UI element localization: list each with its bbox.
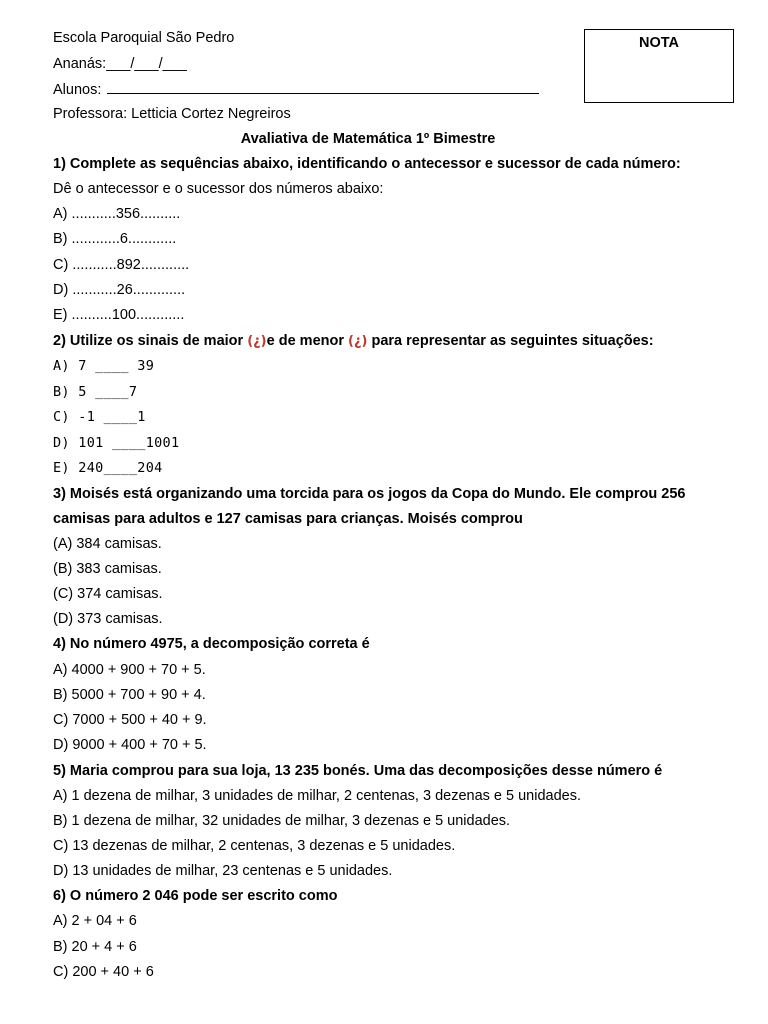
q6-prompt: 6) O número 2 046 pode ser escrito como <box>53 888 338 904</box>
q1-prompt: 1) Complete as sequências abaixo, identificando o antecessor e sucessor de cada número: <box>53 156 681 172</box>
q5-option: C) 13 dezenas de milhar, 2 centenas, 3 dezenas e 5 unidades. <box>53 838 456 854</box>
less-than-symbol: (¿) <box>348 334 368 349</box>
q5-option: A) 1 dezena de milhar, 3 unidades de milhar, 2 centenas, 3 dezenas e 5 unidades. <box>53 788 581 804</box>
q2-item: C) -1 ____1 <box>53 409 146 425</box>
q1-item: B) ............6............ <box>53 231 177 247</box>
q5-option: B) 1 dezena de milhar, 32 unidades de milhar, 3 dezenas e 5 unidades. <box>53 813 511 829</box>
q4-option: D) 9000 + 400 + 70 + 5. <box>53 737 207 753</box>
school-name: Escola Paroquial São Pedro <box>53 30 235 46</box>
q4-option: C) 7000 + 500 + 40 + 9. <box>53 712 207 728</box>
q1-item: C) ...........892............ <box>53 257 190 273</box>
grade-box <box>584 29 734 103</box>
grade-label: NOTA <box>638 35 679 51</box>
q1-item: E) ..........100............ <box>53 307 185 323</box>
greater-than-symbol: (¿) <box>247 334 267 349</box>
q3-option: (D) 373 camisas. <box>53 611 163 627</box>
q3-option: (A) 384 camisas. <box>53 536 162 552</box>
q4-prompt: 4) No número 4975, a decomposição correta é <box>53 636 370 652</box>
students-label: Alunos: <box>53 82 102 98</box>
q6-option: A) 2 + 04 + 6 <box>53 913 137 929</box>
q3-option: (B) 383 camisas. <box>53 561 162 577</box>
q6-option: B) 20 + 4 + 6 <box>53 939 137 955</box>
q2-item: A) 7 ____ 39 <box>53 358 155 374</box>
students-blank <box>107 79 539 94</box>
q1-instruction: Dê o antecessor e o sucessor dos números abaixo: <box>53 181 384 197</box>
q3-prompt-line1: 3) Moisés está organizando uma torcida para os jogos da Copa do Mundo. Ele comprou 256 <box>53 486 686 502</box>
students-line <box>53 79 539 100</box>
date-line: Ananás:___/___/___ <box>53 56 187 72</box>
q4-option: A) 4000 + 900 + 70 + 5. <box>53 662 206 678</box>
q2-item: B) 5 ____7 <box>53 384 138 400</box>
q6-option: C) 200 + 40 + 6 <box>53 964 154 980</box>
q2-prompt-part1: 2) Utilize os sinais de maior <box>53 333 248 349</box>
teacher-line: Professora: Letticia Cortez Negreiros <box>53 106 291 122</box>
q5-prompt: 5) Maria comprou para sua loja, 13 235 bonés. Uma das decomposições desse número é <box>53 763 663 779</box>
q5-option: D) 13 unidades de milhar, 23 centenas e 5 unidades. <box>53 863 393 879</box>
q2-prompt <box>53 331 654 352</box>
q3-option: (C) 374 camisas. <box>53 586 163 602</box>
q2-prompt-part3: para representar as seguintes situações: <box>367 333 654 349</box>
q1-item: A) ...........356.......... <box>53 206 181 222</box>
q2-prompt-part2: e de menor <box>266 333 349 349</box>
q4-option: B) 5000 + 700 + 90 + 4. <box>53 687 206 703</box>
q2-item: D) 101 ____1001 <box>53 435 180 451</box>
exam-title: Avaliativa de Matemática 1º Bimestre <box>240 131 496 147</box>
q3-prompt-line2: camisas para adultos e 127 camisas para crianças. Moisés comprou <box>53 511 523 527</box>
q2-item: E) 240____204 <box>53 460 163 476</box>
q1-item: D) ...........26............. <box>53 282 186 298</box>
